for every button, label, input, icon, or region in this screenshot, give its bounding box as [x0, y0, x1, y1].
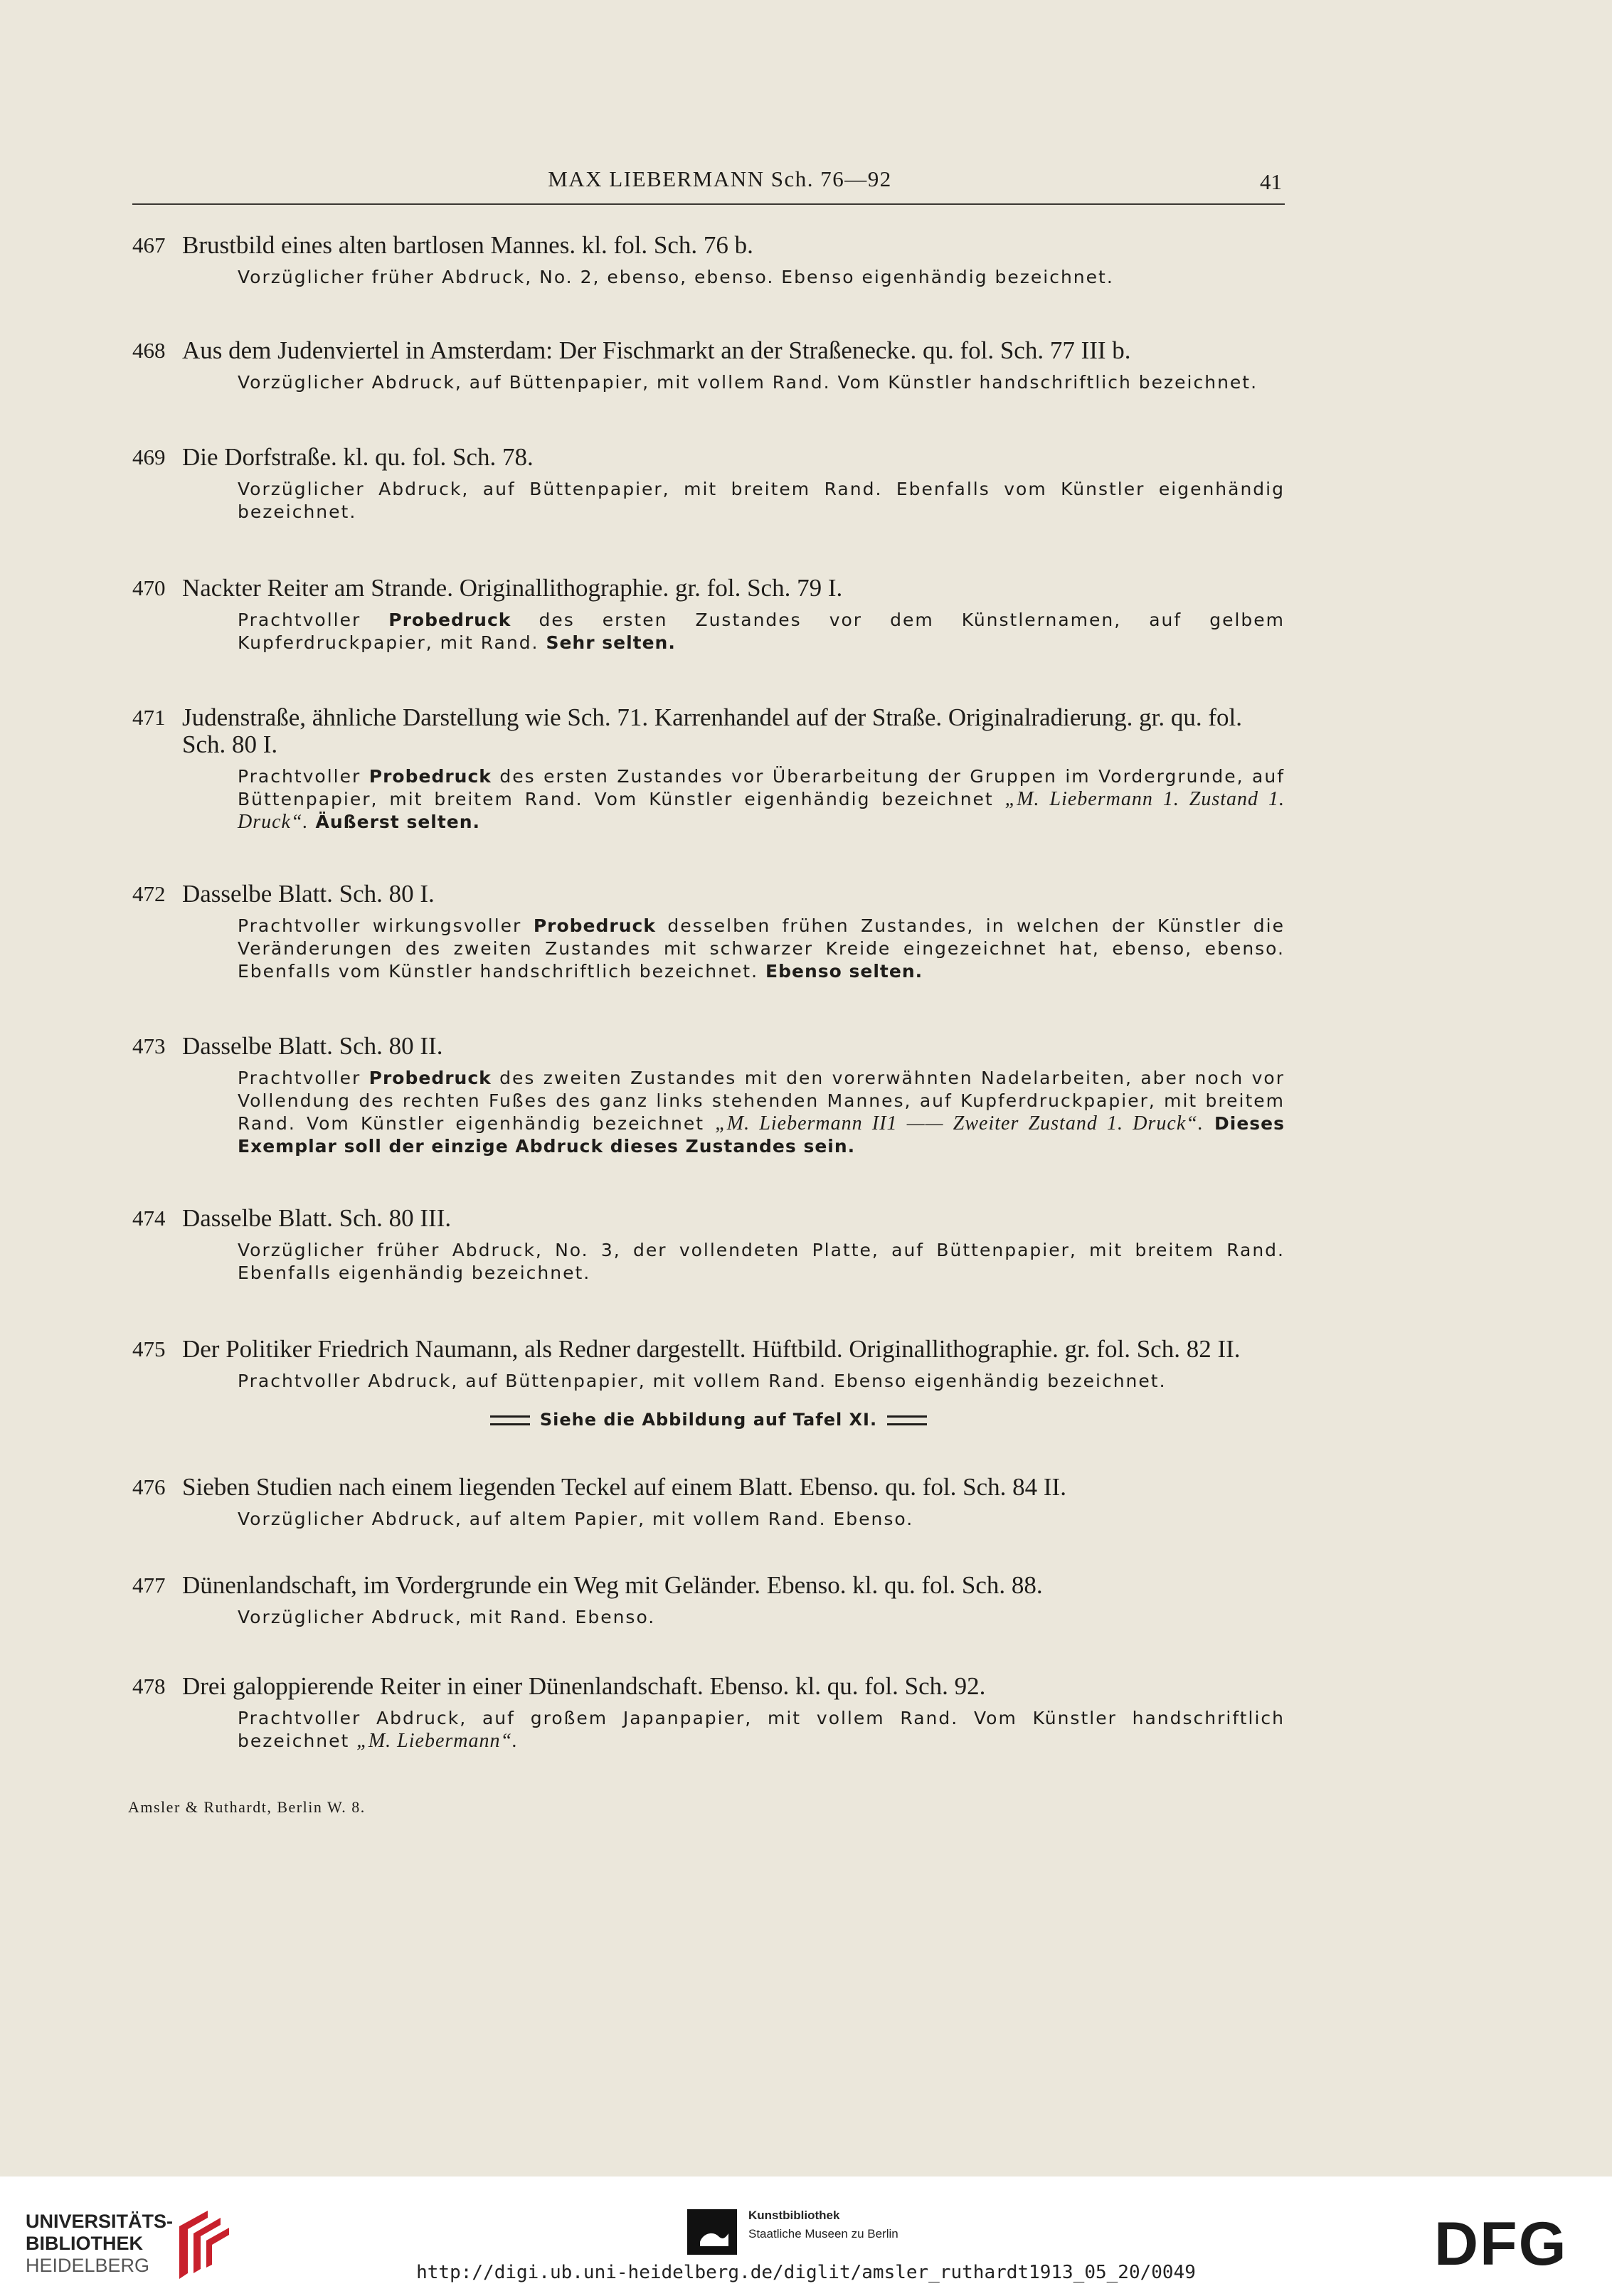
entry-description: [238, 266, 1285, 289]
kb-line-1: Kunstbibliothek: [748, 2209, 840, 2222]
entry-description: [238, 1239, 1285, 1285]
entry-description: [238, 1508, 1285, 1531]
kunstbibliothek-emblem-icon: [687, 2209, 737, 2255]
plate-reference-text: Siehe die Abbildung auf Tafel XI.: [539, 1410, 878, 1430]
page-number: 41: [1260, 169, 1282, 194]
catalogue-entry-476: [132, 1474, 1285, 1531]
entry-title: Sieben Studien nach einem liegenden Teckel auf einem Blatt. Ebenso. qu. fol. Sch. 84 II.: [182, 1473, 1066, 1501]
entry-heading: [132, 881, 1285, 908]
entry-title: Drei galoppierende Reiter in einer Dünenlandschaft. Ebenso. kl. qu. fol. Sch. 92.: [182, 1672, 986, 1700]
description-text: Vorzüglicher Abdruck, auf Büttenpapier, mit breitem Rand. Ebenfalls vom Künstler eigenhändig bezeichnet.: [238, 479, 1285, 522]
running-title: MAX LIEBERMANN Sch. 76—92: [548, 166, 892, 191]
catalogue-entry-472: [132, 881, 1285, 983]
catalogue-entry-475: [132, 1336, 1285, 1430]
entry-heading: [132, 1673, 1285, 1700]
entry-title: Der Politiker Friedrich Naumann, als Redner dargestellt. Hüftbild. Originallithographie. gr. fol. Sch. 82 II.: [182, 1335, 1241, 1363]
catalogue-entry-468: [132, 337, 1285, 394]
description-text: Prachtvoller Abdruck, auf Büttenpapier, mit vollem Rand. Ebenso eigenhändig bezeichnet.: [238, 1371, 1167, 1391]
catalogue-entry-474: [132, 1205, 1285, 1285]
catalogue-entry-469: [132, 444, 1285, 523]
kb-line-2: Staatliche Museen zu Berlin: [748, 2227, 898, 2241]
description-text: Vorzüglicher Abdruck, mit Rand. Ebenso.: [238, 1607, 656, 1627]
publisher-imprint: Amsler & Ruthardt, Berlin W. 8.: [128, 1798, 366, 1816]
entry-heading: [132, 444, 1285, 471]
emphasis-bold: Dieses Exemplar soll der einzige Abdruck dieses Zustandes sein.: [238, 1113, 1285, 1157]
description-text: desselben frühen Zustandes, in welchen der Künstler die Veränderungen des zweiten Zustandes mit schwarzer Kreide eingezeichnet hat, ebenso, ebenso. Ebenfalls vom Künstler handschriftlich bezeichnet.: [238, 915, 1285, 982]
plate-reference: [132, 1410, 1285, 1430]
uni-line-3: HEIDELBERG: [26, 2255, 150, 2276]
kunstbibliothek-logo[interactable]: [687, 2204, 943, 2260]
emphasis-bold: Probedruck: [368, 766, 492, 787]
description-text: Prachtvoller: [238, 1068, 369, 1088]
entry-title: Dasselbe Blatt. Sch. 80 I.: [182, 880, 435, 908]
description-text: des zweiten Zustandes mit den vorerwähnten Nadelarbeiten, aber noch vor Vollendung des rechten Fußes des ganz links stehenden Mannes, auf Kupferdruckpapier, mit breitem Rand. Vom Künstler eigenhändig bezeichnet: [238, 1068, 1285, 1134]
emphasis-bold: Ebenso selten.: [765, 961, 923, 982]
double-rule-left: [490, 1415, 530, 1425]
entry-number: 470: [132, 575, 166, 600]
entry-heading: [132, 1572, 1285, 1599]
entry-number: 475: [132, 1336, 166, 1361]
entry-description: [238, 915, 1285, 983]
entry-title: Dasselbe Blatt. Sch. 80 II.: [182, 1032, 443, 1060]
dfg-logo-text: DFG: [1434, 2215, 1568, 2272]
catalogue-entry-471: [132, 704, 1285, 834]
entry-heading: [132, 704, 1285, 758]
entry-description: [238, 765, 1285, 834]
catalogue-entry-470: [132, 575, 1285, 654]
description-text: Prachtvoller Abdruck, auf großem Japanpapier, mit vollem Rand. Vom Künstler handschriftlich bezeichnet: [238, 1708, 1285, 1751]
uni-line-1: UNIVERSITÄTS-: [26, 2211, 174, 2232]
permalink-url[interactable]: http://digi.ub.uni-heidelberg.de/diglit/amsler_ruthardt1913_05_20/0049: [416, 2262, 1196, 2283]
description-text: Prachtvoller: [238, 766, 369, 787]
entry-description: [238, 371, 1285, 394]
entry-description: [238, 1370, 1285, 1393]
emphasis-bold: Sehr selten.: [546, 632, 676, 653]
entry-description: [238, 1067, 1285, 1158]
entry-title: Nackter Reiter am Strande. Originallithographie. gr. fol. Sch. 79 I.: [182, 574, 843, 602]
entry-heading: [132, 1474, 1285, 1501]
catalogue-entry-473: [132, 1033, 1285, 1158]
uni-line-2: BIBLIOTHEK: [26, 2233, 143, 2254]
page-header: [132, 165, 1285, 208]
entry-heading: [132, 1336, 1285, 1363]
entry-title: Dasselbe Blatt. Sch. 80 III.: [182, 1204, 452, 1232]
entry-number: 472: [132, 881, 166, 906]
artist-inscription: „M. Liebermann II1 —— Zweiter Zustand 1. Druck“.: [715, 1112, 1204, 1134]
entry-number: 477: [132, 1573, 166, 1598]
description-text: des ersten Zustandes vor Überarbeitung der Gruppen im Vordergrunde, auf Büttenpapier, mit breitem Rand. Vom Künstler eigenhändig bezeichnet: [238, 766, 1285, 809]
entry-title: Aus dem Judenviertel in Amsterdam: Der Fischmarkt an der Straßenecke. qu. fol. Sch. 77 III b.: [182, 336, 1131, 364]
catalogue-entry-477: [132, 1572, 1285, 1629]
description-text: des ersten Zustandes vor dem Künstlernamen, auf gelbem Kupferdruckpapier, mit Rand.: [238, 610, 1285, 653]
double-rule-right: [887, 1415, 927, 1425]
entry-description: [238, 1707, 1285, 1753]
description-text: [1204, 1113, 1214, 1134]
viewer-footer: [0, 2177, 1612, 2296]
entry-title: Dünenlandschaft, im Vordergrunde ein Weg mit Geländer. Ebenso. kl. qu. fol. Sch. 88.: [182, 1571, 1043, 1599]
entry-heading: [132, 1033, 1285, 1060]
catalogue-entry-467: [132, 232, 1285, 289]
description-text: Prachtvoller wirkungsvoller: [238, 915, 534, 936]
entry-description: [238, 609, 1285, 654]
entry-title: Brustbild eines alten bartlosen Mannes. kl. fol. Sch. 76 b.: [182, 231, 753, 259]
entry-heading: [132, 337, 1285, 364]
entry-heading: [132, 1205, 1285, 1232]
description-text: [309, 812, 316, 832]
emphasis-bold: Probedruck: [368, 1068, 492, 1088]
entry-title: Judenstraße, ähnliche Darstellung wie Sch. 71. Karrenhandel auf der Straße. Originalradierung. gr. qu. fol. Sch. 80 I.: [182, 703, 1242, 758]
catalogue-entries: [132, 232, 1285, 1753]
kunstbibliothek-name: [748, 2206, 898, 2243]
entry-description: [238, 478, 1285, 523]
entry-number: 476: [132, 1474, 166, 1499]
entry-heading: [132, 232, 1285, 259]
catalogue-entry-478: [132, 1673, 1285, 1753]
entry-title: Die Dorfstraße. kl. qu. fol. Sch. 78.: [182, 443, 534, 471]
header-rule: [132, 203, 1285, 205]
entry-number: 471: [132, 705, 166, 730]
entry-number: 467: [132, 233, 166, 257]
artist-inscription: „M. Liebermann“.: [356, 1730, 519, 1752]
entry-number: 469: [132, 445, 166, 469]
description-text: Vorzüglicher Abdruck, auf Büttenpapier, mit vollem Rand. Vom Künstler handschriftlich bezeichnet.: [238, 372, 1258, 393]
entry-description: [238, 1606, 1285, 1629]
entry-number: 474: [132, 1206, 166, 1231]
description-text: Vorzüglicher Abdruck, auf altem Papier, mit vollem Rand. Ebenso.: [238, 1509, 914, 1529]
artist-inscription: „M. Liebermann 1. Zustand 1. Druck“.: [238, 788, 1285, 833]
description-text: Prachtvoller: [238, 610, 389, 630]
entry-number: 473: [132, 1033, 166, 1058]
emphasis-bold: Probedruck: [388, 610, 511, 630]
description-text: Vorzüglicher früher Abdruck, No. 2, ebenso, ebenso. Ebenso eigenhändig bezeichnet.: [238, 267, 1114, 287]
entry-number: 478: [132, 1674, 166, 1699]
emphasis-bold: Probedruck: [533, 915, 656, 936]
emphasis-bold: Äußerst selten.: [315, 812, 481, 832]
entry-heading: [132, 575, 1285, 602]
entry-number: 468: [132, 338, 166, 363]
description-text: Vorzüglicher früher Abdruck, No. 3, der vollendeten Platte, auf Büttenpapier, mit breitem Rand. Ebenfalls eigenhändig bezeichnet.: [238, 1240, 1285, 1283]
